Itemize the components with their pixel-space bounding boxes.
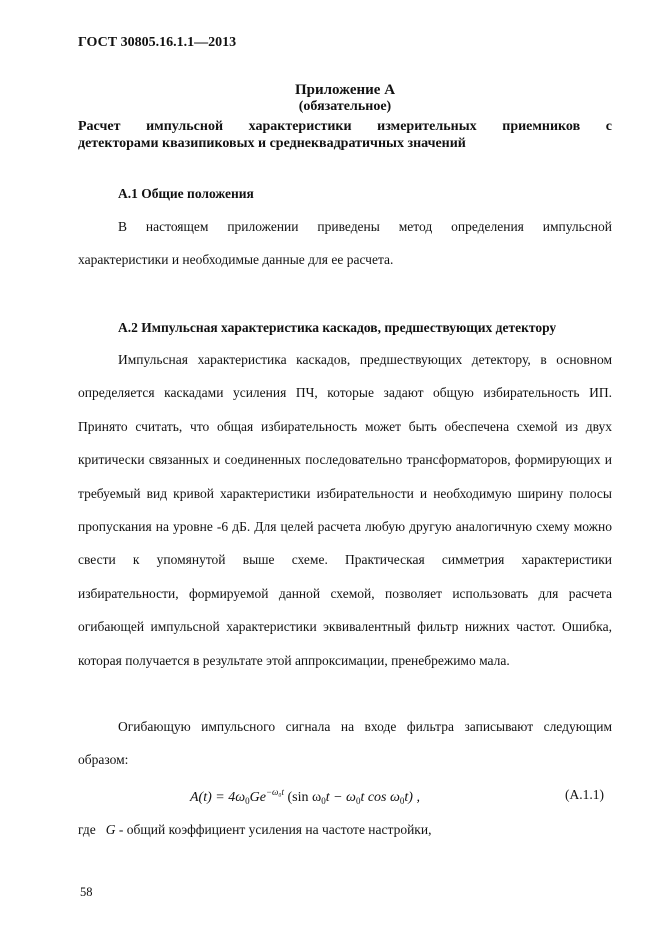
- formula-t1: t − ω: [325, 790, 356, 805]
- formula-number: (А.1.1): [565, 787, 604, 802]
- section-a2-paragraph2: Огибающую импульсного сигнала на входе фильтра записывают следующим образом:: [78, 719, 612, 768]
- formula-t2: t cos ω: [360, 790, 400, 805]
- appendix-heading-line2: детекторами квазипиковых и среднеквадратичных значений: [78, 136, 466, 151]
- formula-ge: Ge: [249, 790, 266, 805]
- section-a2-paragraph1: Импульсная характеристика каскадов, предшествующих детектору, в основном определяется каскадами усиления ПЧ, которые задают общую избирательность ИП. Принято считать, что общая избирательность может быть обеспечена схемой из двух критически связанных и соединенных последовательно трансформаторов, формирующих и требуемый вид кривой характеристики избирательности и необходимую ширину полосы пропускания на уровне -6 дБ. Для целей расчета любую другую аналогичную схему можно свести к упомянутой выше схеме. Практическая симметрия характеристики избирательности, формируемой данной схемой, позволяет использовать для расчета огибающей импульсной характеристики эквивалентный фильтр нижних частот. Ошибка, которая получается в результате этой аппроксимации, пренебрежимо мала.: [78, 352, 612, 668]
- appendix-status: (обязательное): [298, 99, 392, 114]
- standard-header: ГОСТ 30805.16.1.1—2013: [78, 35, 237, 50]
- formula-lhs: A(t) = 4ω: [190, 790, 246, 805]
- section-a1-text: В настоящем приложении приведены метод определения импульсной характеристики и необходимые данные для ее расчета.: [78, 219, 612, 268]
- formula-paren-open: (sin ω: [284, 790, 322, 805]
- page-number: 58: [80, 885, 93, 899]
- section-a2-title: А.2 Импульсная характеристика каскадов, предшествующих детектору: [118, 320, 557, 335]
- where-symbol: G: [105, 822, 116, 837]
- where-word: где: [78, 822, 96, 837]
- appendix-heading-line1: Расчет импульсной характеристики измерительных приемников с: [78, 119, 612, 134]
- formula-a11: [190, 787, 420, 806]
- formula-sub3: 0: [399, 796, 405, 806]
- appendix-heading: [78, 118, 612, 152]
- formula-sub2: 0: [355, 796, 361, 806]
- appendix-title: Приложение А: [294, 82, 396, 98]
- where-definition: - общий коэффициент усиления на частоте настройки,: [115, 822, 432, 837]
- where-clause: [78, 822, 431, 838]
- formula-sub1: 0: [321, 796, 326, 806]
- formula-sub0: 0: [245, 796, 250, 806]
- formula-tail: t) ,: [404, 790, 420, 805]
- section-a1-title: А.1 Общие положения: [118, 186, 254, 201]
- formula-exponent: −ω₀t: [265, 787, 284, 797]
